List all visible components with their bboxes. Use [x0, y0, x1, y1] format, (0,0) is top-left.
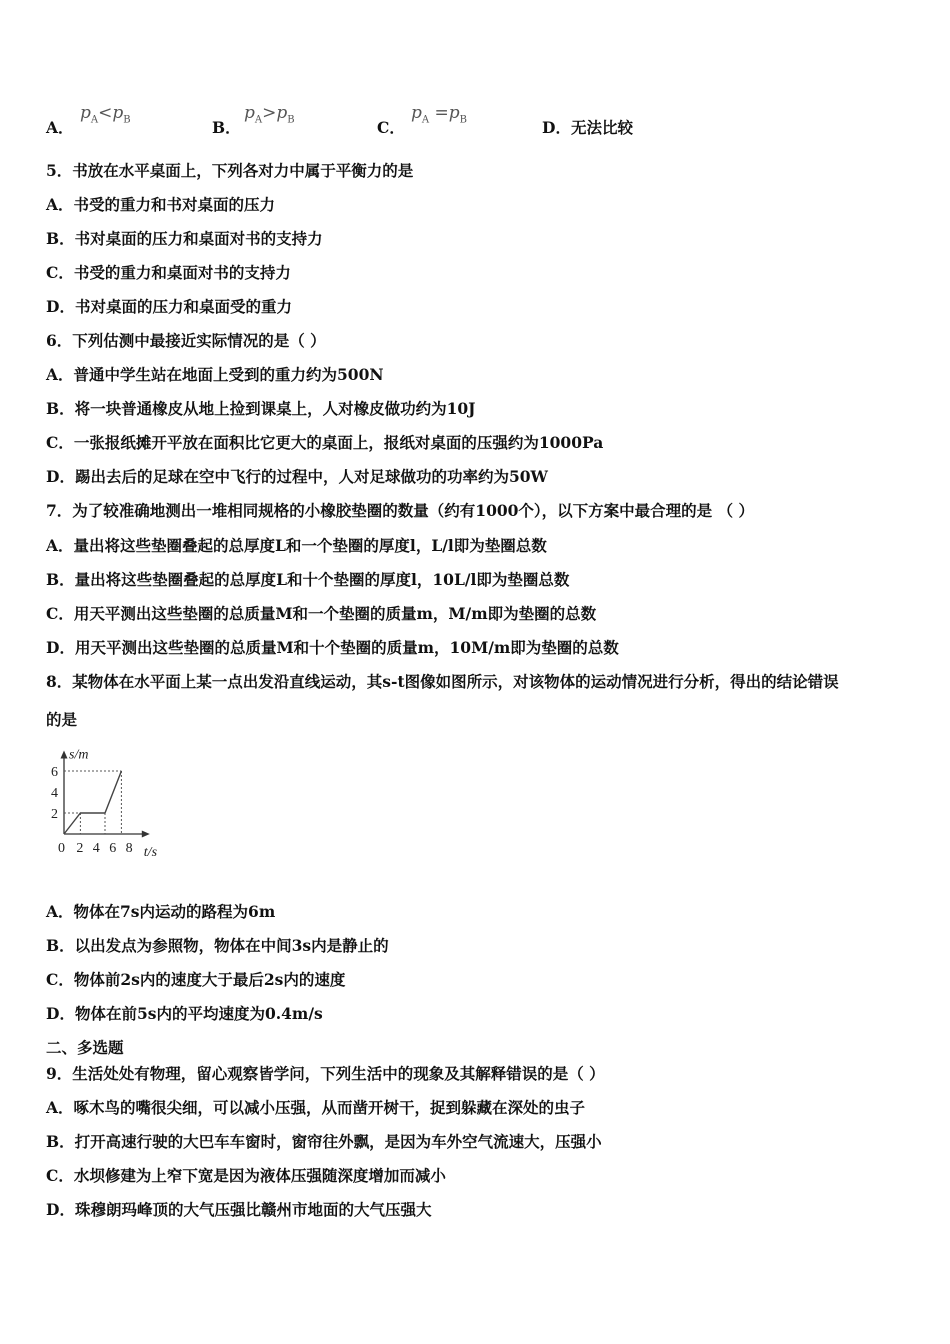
q6-option-b: B．将一块普通橡皮从地上捡到课桌上，人对橡皮做功约为10J	[46, 399, 476, 418]
q9-option-c: C．水坝修建为上窄下宽是因为液体压强随深度增加而减小	[46, 1166, 446, 1185]
q4-option-c-letter: C．	[377, 118, 405, 137]
q4-option-d: D．无法比较	[542, 118, 633, 137]
q4-option-b-expr: $p_A>p_B$	[244, 103, 295, 126]
q8-option-d: D．物体在前5s内的平均速度为0.4m/s	[46, 1004, 323, 1023]
y-axis-arrow	[61, 751, 68, 759]
q6-option-d: D．踢出去后的足球在空中飞行的过程中，人对足球做功的功率约为50W	[46, 467, 548, 486]
q8-stem-line2: 的是	[46, 710, 78, 729]
x-axis-label: t/s	[143, 845, 158, 860]
q4-option-a-letter: A．	[46, 118, 74, 137]
y-tick-label: 6	[51, 765, 58, 780]
q9-option-d: D．珠穆朗玛峰顶的大气压强比赣州市地面的大气压强大	[46, 1200, 432, 1219]
q8-option-b: B．以出发点为参照物，物体在中间3s内是静止的	[46, 936, 389, 955]
q5-option-b: B．书对桌面的压力和桌面对书的支持力	[46, 229, 323, 248]
q8-option-c: C．物体前2s内的速度大于最后2s内的速度	[46, 970, 346, 989]
q9-stem: 9．生活处处有物理，留心观察皆学问，下列生活中的现象及其解释错误的是（ ）	[46, 1064, 605, 1083]
q5-option-d: D．书对桌面的压力和桌面受的重力	[46, 297, 292, 316]
q7-option-c: C．用天平测出这些垫圈的总质量M和一个垫圈的质量m，M/m即为垫圈的总数	[46, 604, 597, 623]
x-tick-label: 0	[58, 841, 65, 856]
x-tick-label: 6	[109, 841, 117, 856]
q8-option-a: A．物体在7s内运动的路程为6m	[46, 902, 276, 921]
y-tick-label: 4	[51, 786, 58, 801]
section-heading: 二、多选题	[46, 1038, 124, 1057]
q7-option-d: D．用天平测出这些垫圈的总质量M和十个垫圈的质量m，10M/m即为垫圈的总数	[46, 638, 619, 657]
x-tick-label: 8	[125, 841, 133, 856]
q4-option-b-letter: B．	[212, 118, 241, 137]
q6-option-a: A．普通中学生站在地面上受到的重力约为500N	[46, 365, 384, 384]
q8-stem-line1: 8．某物体在水平面上某一点出发沿直线运动，其s-t图像如图所示，对该物体的运动情况进行分析，得出的结论错误	[46, 672, 839, 691]
x-tick-label: 2	[76, 841, 84, 856]
q6-stem: 6．下列估测中最接近实际情况的是（ ）	[46, 331, 326, 350]
st-graph	[44, 738, 224, 864]
q5-stem: 5．书放在水平桌面上，下列各对力中属于平衡力的是	[46, 161, 414, 180]
q5-option-c: C．书受的重力和桌面对书的支持力	[46, 263, 291, 282]
x-axis-arrow	[142, 831, 150, 838]
q5-option-a: A．书受的重力和书对桌面的压力	[46, 195, 276, 214]
q7-stem: 7．为了较准确地测出一堆相同规格的小橡胶垫圈的数量（约有1000个），以下方案中最合理的是 （ ）	[46, 501, 754, 520]
q7-option-b: B．量出将这些垫圈叠起的总厚度L和十个垫圈的厚度l，10L/l即为垫圈总数	[46, 570, 570, 589]
q9-option-a: A．啄木鸟的嘴很尖细，可以减小压强，从而凿开树干，捉到躲藏在深处的虫子	[46, 1098, 586, 1117]
q9-option-b: B．打开高速行驶的大巴车车窗时，窗帘往外飘，是因为车外空气流速大，压强小	[46, 1132, 602, 1151]
series-line	[64, 771, 121, 834]
x-tick-label: 4	[92, 841, 100, 856]
y-tick-label: 2	[51, 807, 58, 822]
q6-option-c: C．一张报纸摊开平放在面积比它更大的桌面上，报纸对桌面的压强约为1000Pa	[46, 433, 604, 452]
y-axis-label: s/m	[69, 747, 89, 763]
q7-option-a: A．量出将这些垫圈叠起的总厚度L和一个垫圈的厚度l，L/l即为垫圈总数	[46, 536, 547, 555]
q4-option-c-expr: $p_A =p_B$	[411, 103, 468, 126]
q4-option-a-expr: $p_A<p_B$	[80, 103, 131, 126]
